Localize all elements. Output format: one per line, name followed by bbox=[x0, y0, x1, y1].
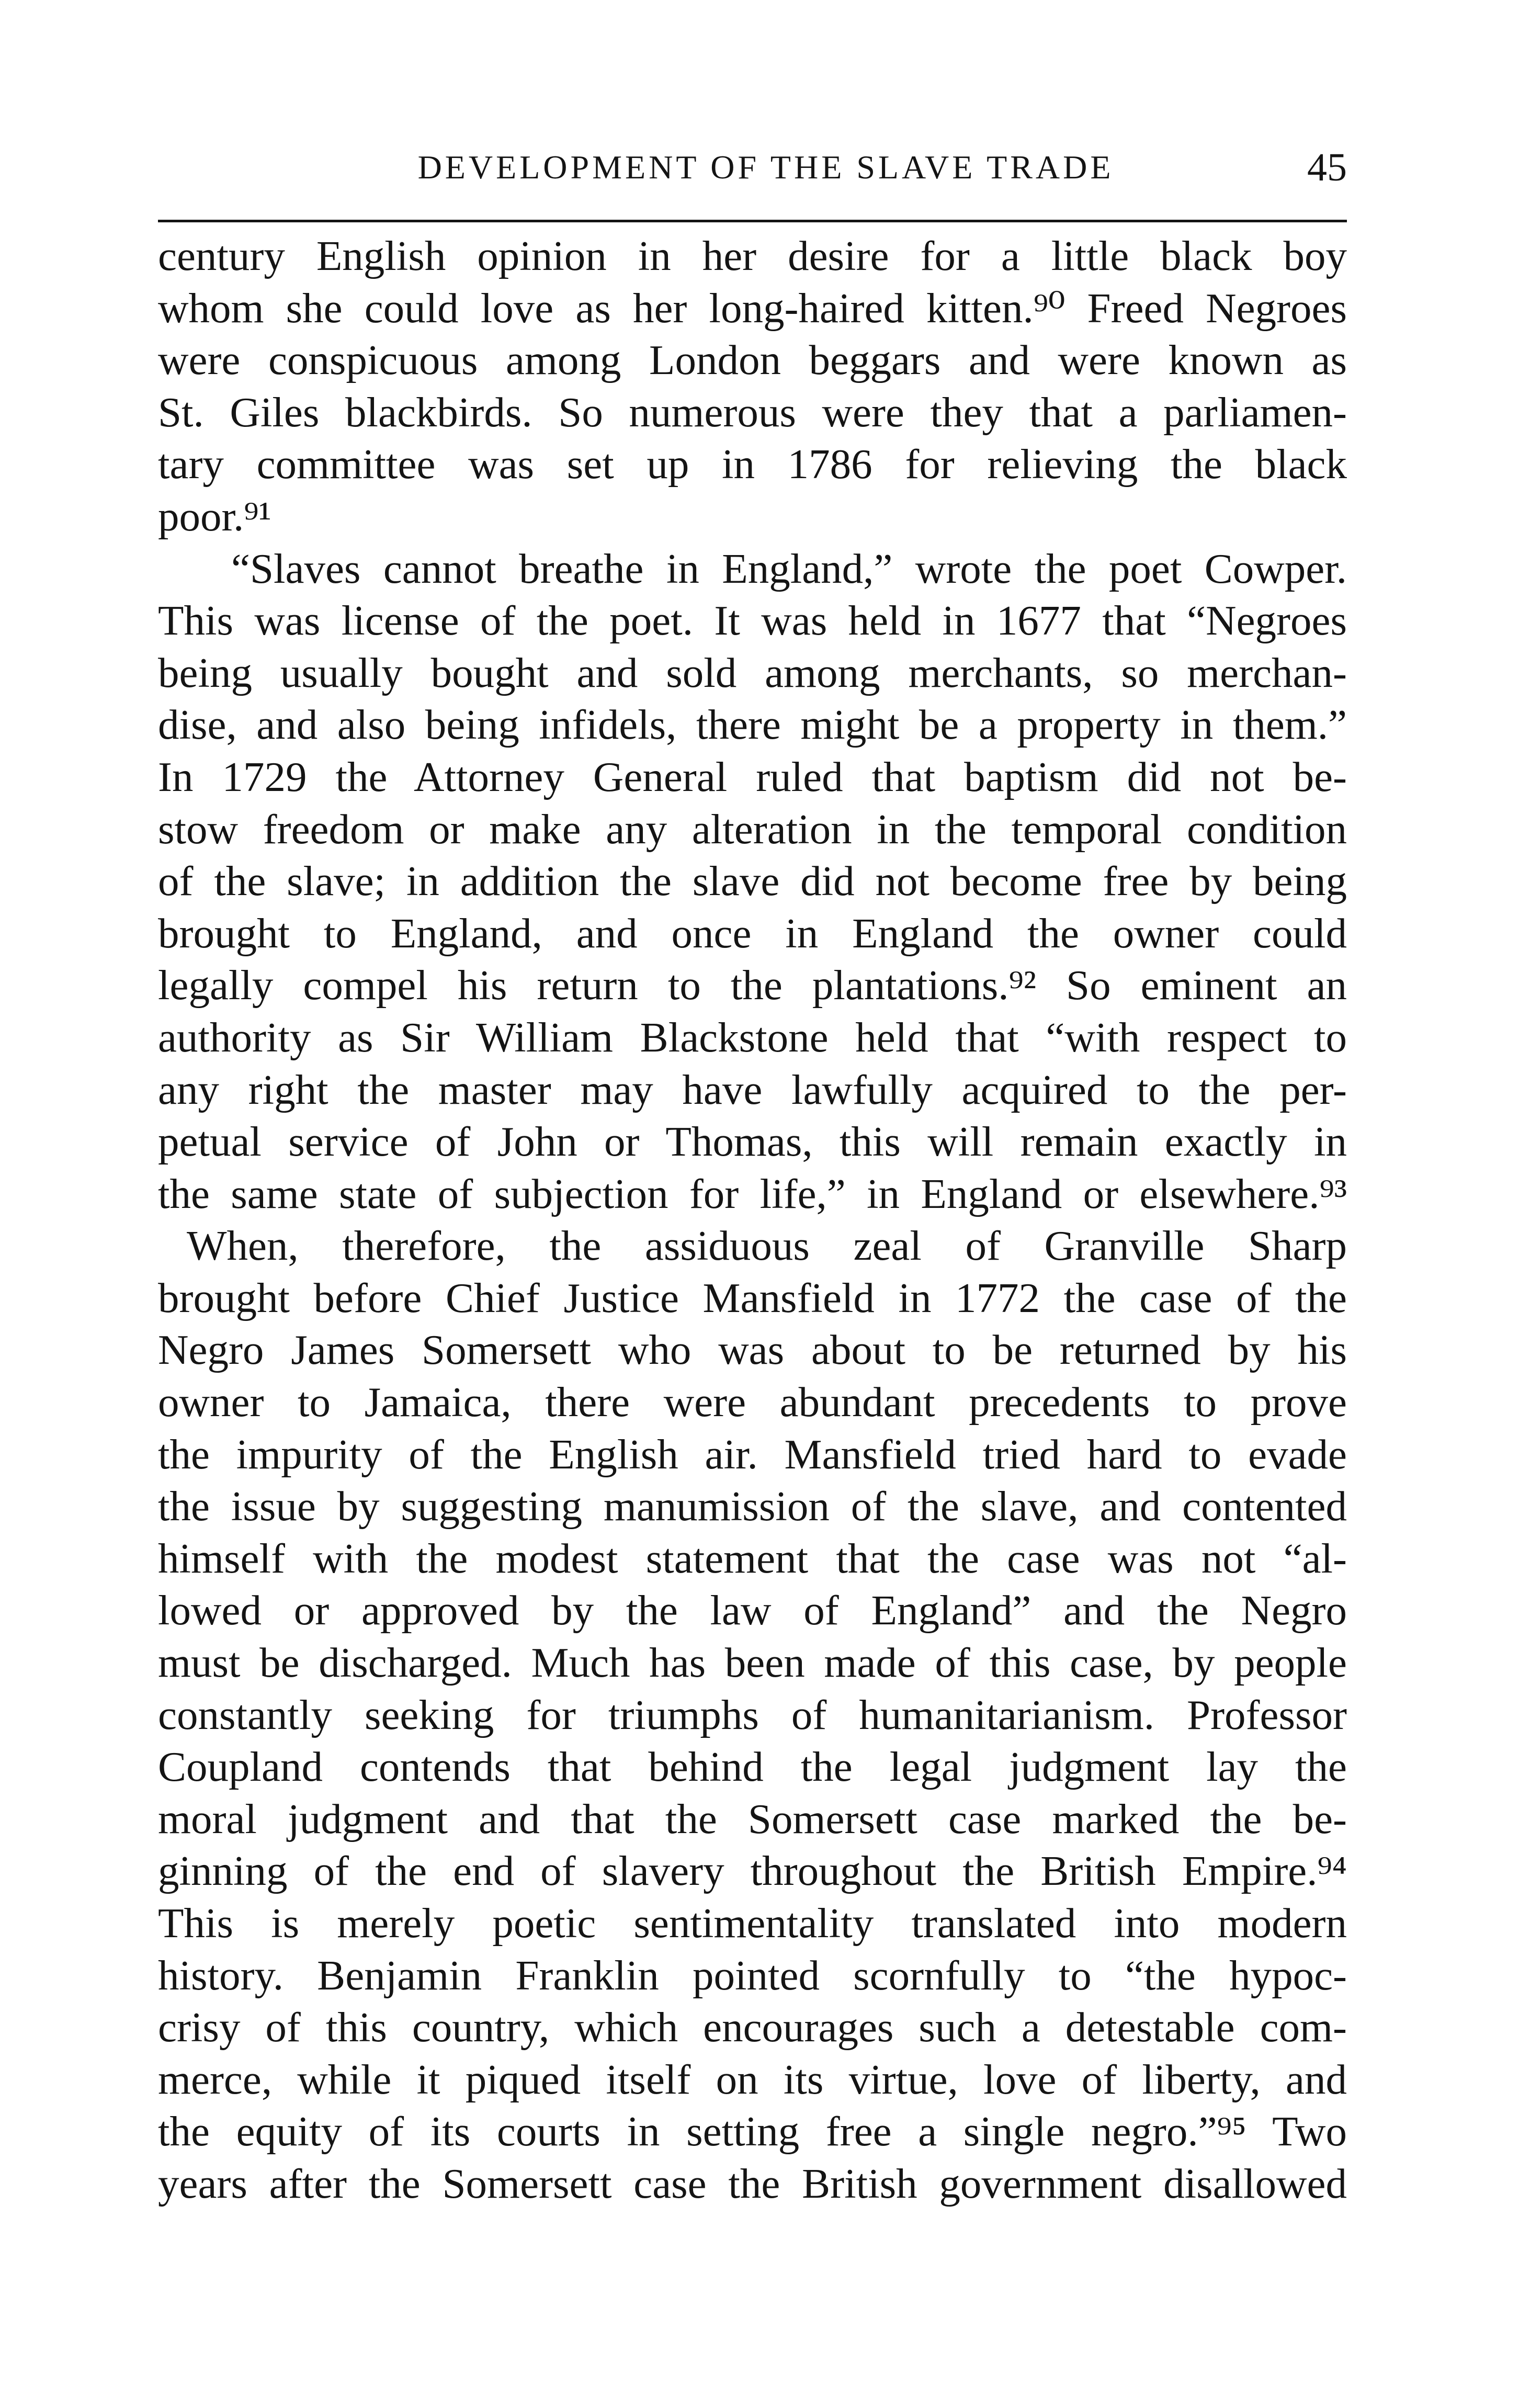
text-line: legally compel his return to the plantations.⁹² So eminent an bbox=[158, 962, 1347, 1009]
running-title: DEVELOPMENT OF THE SLAVE TRADE bbox=[417, 149, 1114, 186]
text-line: This is merely poetic sentimentality translated into modern bbox=[158, 1900, 1347, 1947]
text-line: brought to England, and once in England the owner could bbox=[158, 909, 1347, 957]
text-line: the equity of its courts in setting free a single negro.”⁹⁵ Two bbox=[158, 2108, 1347, 2155]
text-line: “Slaves cannot breathe in England,” wrote the poet Cowper. bbox=[231, 545, 1347, 592]
text-line: crisy of this country, which encourages such a detestable com- bbox=[158, 2004, 1347, 2051]
text-line: dise, and also being infidels, there might be a property in them.” bbox=[158, 701, 1347, 749]
text-line: Coupland contends that behind the legal judgment lay the bbox=[158, 1743, 1347, 1791]
text-line: owner to Jamaica, there were abundant precedents to prove bbox=[158, 1378, 1347, 1426]
text-line: history. Benjamin Franklin pointed scornfully to “the hypoc- bbox=[158, 1951, 1347, 1999]
text-line: whom she could love as her long-haired kitten.⁹⁰ Freed Negroes bbox=[158, 284, 1347, 332]
text-line: poor.⁹¹ bbox=[158, 492, 271, 540]
text-line: constantly seeking for triumphs of humanitarianism. Professor bbox=[158, 1691, 1347, 1738]
text-line: brought before Chief Justice Mansfield in 1772 the case of the bbox=[158, 1274, 1347, 1321]
text-line: the impurity of the English air. Mansfield tried hard to evade bbox=[158, 1430, 1347, 1478]
body-text bbox=[158, 230, 1347, 2210]
text-line: This was license of the poet. It was held in 1677 that “Negroes bbox=[158, 597, 1347, 645]
text-line: When, therefore, the assiduous zeal of Granville Sharp bbox=[187, 1222, 1347, 1270]
text-line: tary committee was set up in 1786 for relieving the black bbox=[158, 440, 1347, 488]
text-line: of the slave; in addition the slave did not become free by being bbox=[158, 857, 1347, 905]
text-line: century English opinion in her desire for a little black boy bbox=[158, 232, 1347, 279]
text-line: himself with the modest statement that the case was not “al- bbox=[158, 1534, 1347, 1582]
text-line: petual service of John or Thomas, this will remain exactly in bbox=[158, 1118, 1347, 1166]
running-header bbox=[158, 141, 1347, 222]
text-line: moral judgment and that the Somersett case marked the be- bbox=[158, 1795, 1347, 1842]
text-line: ginning of the end of slavery throughout the British Empire.⁹⁴ bbox=[158, 1847, 1347, 1895]
text-line: the same state of subjection for life,” in England or elsewhere.⁹³ bbox=[158, 1170, 1347, 1217]
text-line: Negro James Somersett who was about to be returned by his bbox=[158, 1326, 1347, 1374]
text-line: In 1729 the Attorney General ruled that baptism did not be- bbox=[158, 753, 1347, 800]
text-line: merce, while it piqued itself on its virtue, love of liberty, and bbox=[158, 2055, 1347, 2103]
text-line: being usually bought and sold among merchants, so merchan- bbox=[158, 649, 1347, 696]
text-line: must be discharged. Much has been made of this case, by people bbox=[158, 1639, 1347, 1687]
text-line: the issue by suggesting manumission of the slave, and contented bbox=[158, 1483, 1347, 1530]
text-line: lowed or approved by the law of England” and the Negro bbox=[158, 1587, 1347, 1634]
page-number: 45 bbox=[1307, 145, 1347, 189]
text-line: years after the Somersett case the British government disallowed bbox=[158, 2160, 1347, 2207]
text-line: authority as Sir William Blackstone held that “with respect to bbox=[158, 1013, 1347, 1061]
text-line: St. Giles blackbirds. So numerous were they that a parliamen- bbox=[158, 388, 1347, 436]
text-line: any right the master may have lawfully acquired to the per- bbox=[158, 1066, 1347, 1113]
text-line: were conspicuous among London beggars and were known as bbox=[158, 336, 1347, 384]
text-line: stow freedom or make any alteration in the temporal condition bbox=[158, 805, 1347, 853]
